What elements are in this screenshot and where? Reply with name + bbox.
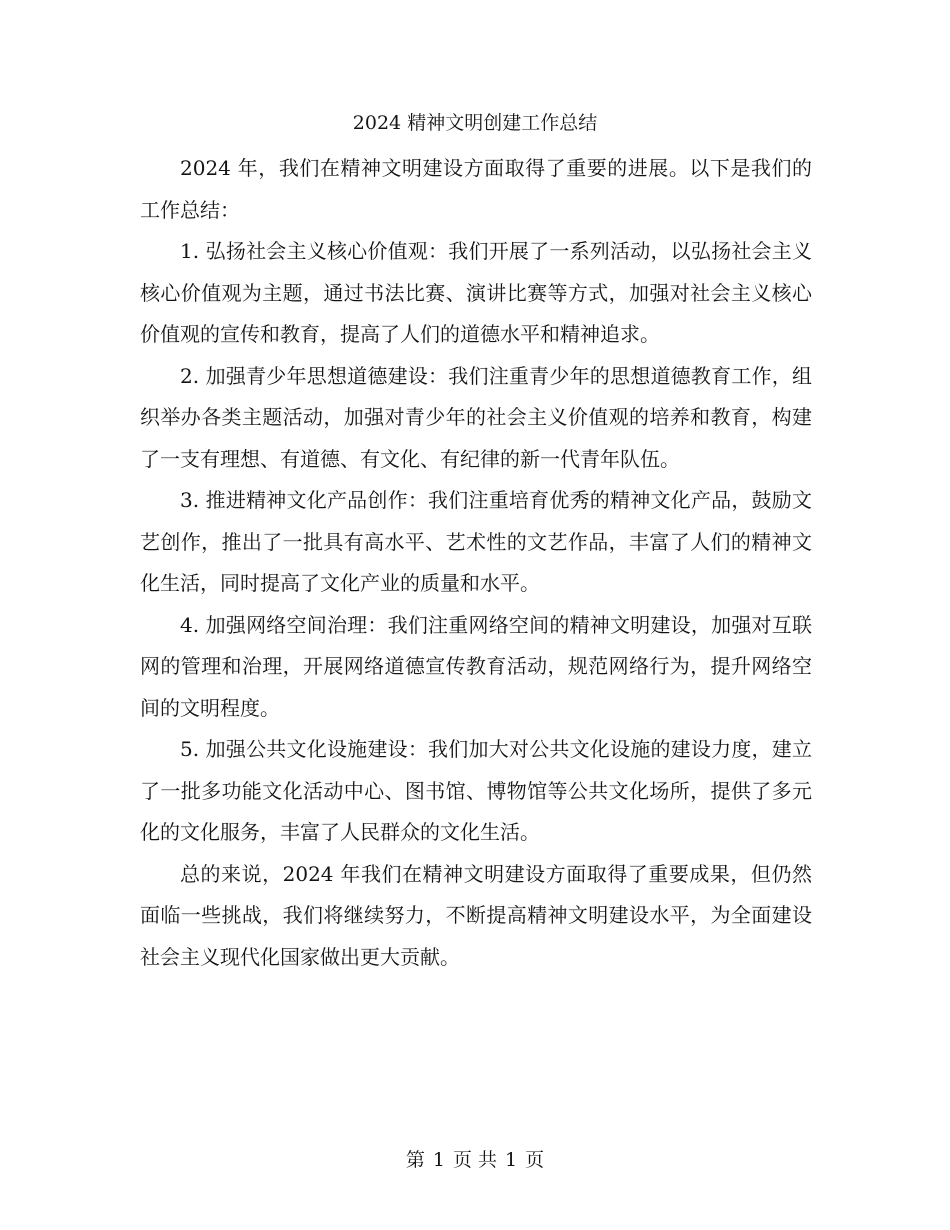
paragraph-intro: 2024 年，我们在精神文明建设方面取得了重要的进展。以下是我们的工作总结： <box>140 156 812 222</box>
paragraph-item-5: 5. 加强公共文化设施建设：我们加大对公共文化设施的建设力度，建立了一批多功能文化活动中心、图书馆、博物馆等公共文化场所，提供了多元化的文化服务，丰富了人民群众的文化生活。 <box>140 737 812 844</box>
document-body <box>140 148 812 978</box>
paragraph-item-4: 4. 加强网络空间治理：我们注重网络空间的精神文明建设，加强对互联网的管理和治理，开展网络道德宣传教育活动，规范网络行为，提升网络空间的文明程度。 <box>140 612 812 720</box>
paragraph-item-2: 2. 加强青少年思想道德建设：我们注重青少年的思想道德教育工作，组织举办各类主题活动，加强对青少年的社会主义价值观的培养和教育，构建了一支有理想、有道德、有文化、有纪律的新一代青年队伍。 <box>140 363 812 471</box>
paragraph-item-3: 3. 推进精神文化产品创作：我们注重培育优秀的精神文化产品，鼓励文艺创作，推出了一批具有高水平、艺术性的文艺作品，丰富了人们的精神文化生活，同时提高了文化产业的质量和水平。 <box>140 488 812 595</box>
footer-page-total: 1 <box>505 1149 518 1171</box>
paragraph-conclusion: 总的来说，2024 年我们在精神文明建设方面取得了重要成果，但仍然面临一些挑战，我们将继续努力，不断提高精神文明建设水平，为全面建设社会主义现代化国家做出更大贡献。 <box>140 861 812 969</box>
page-footer <box>0 1146 950 1174</box>
page-title: 2024 精神文明创建工作总结 <box>352 112 598 134</box>
footer-page-current: 1 <box>432 1149 445 1171</box>
footer-page-prefix: 第 <box>405 1149 425 1171</box>
footer-page-mid: 页 共 <box>452 1149 498 1171</box>
paragraph-item-1: 1. 弘扬社会主义核心价值观：我们开展了一系列活动，以弘扬社会主义核心价值观为主题，通过书法比赛、演讲比赛等方式，加强对社会主义核心价值观的宣传和教育，提高了人们的道德水平和精神追求。 <box>140 239 812 346</box>
footer-page-suffix: 页 <box>525 1149 545 1171</box>
